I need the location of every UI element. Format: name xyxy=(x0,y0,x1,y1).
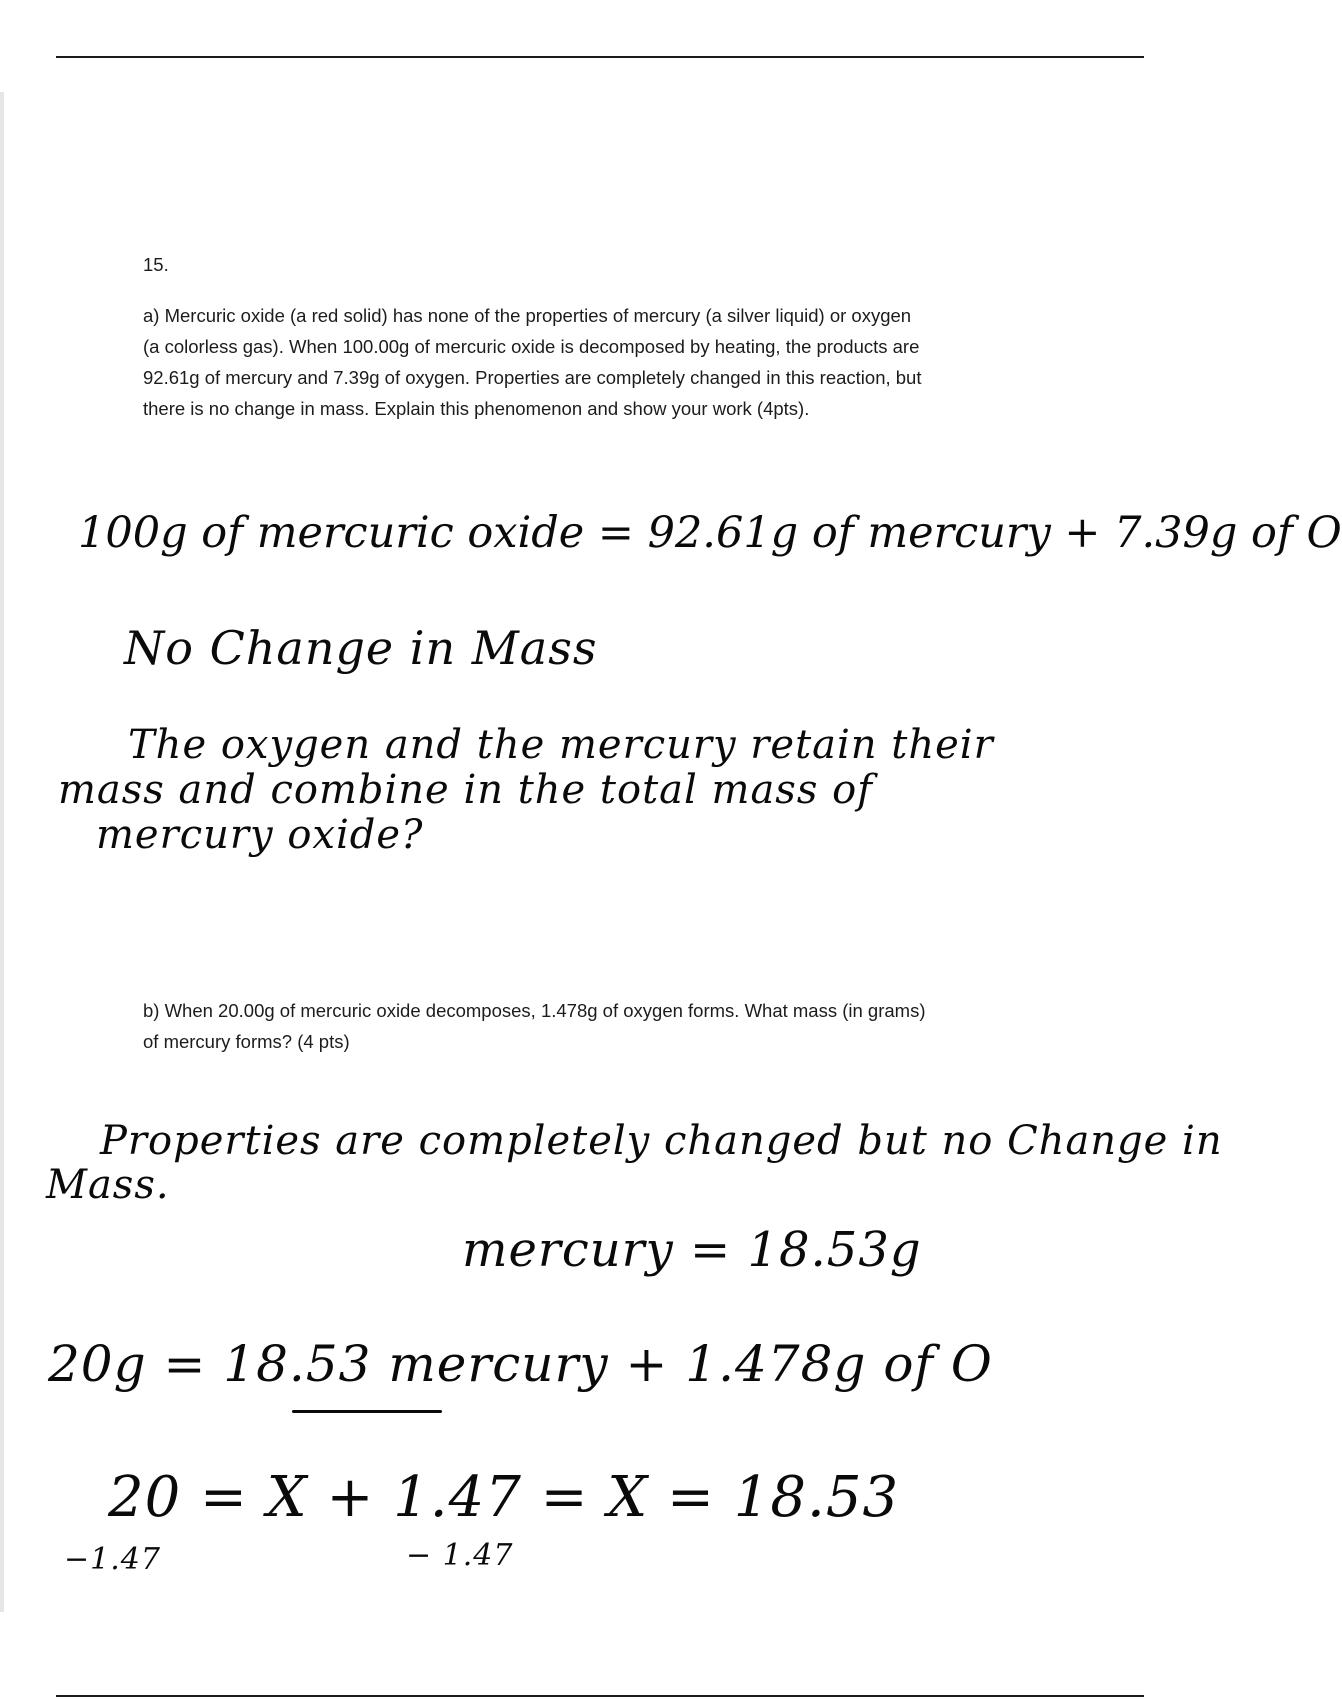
part-a-answer-equation: 100g of mercuric oxide = 92.61g of mercury + 7.39g of O xyxy=(78,508,1342,558)
page-top-rule xyxy=(56,56,1144,58)
part-b-answer-subtract-right: − 1.47 xyxy=(406,1538,514,1573)
part-b-answer-solve: 20 = X + 1.47 = X = 18.53 xyxy=(108,1465,900,1530)
question-number: 15. xyxy=(143,254,169,275)
part-b-answer-subtract-left: −1.47 xyxy=(64,1542,161,1577)
part-a-answer-no-change: No Change in Mass xyxy=(124,621,598,675)
part-a-prompt xyxy=(143,300,1063,424)
part-a-prompt-line: there is no change in mass. Explain this phenomenon and show your work (4pts). xyxy=(143,398,810,419)
part-b-prompt xyxy=(143,995,1063,1057)
part-a-answer-line: mass and combine in the total mass of xyxy=(58,767,873,813)
part-b-answer-line: Properties are completely changed but no Change in xyxy=(100,1118,1223,1164)
part-a-prompt-line: 92.61g of mercury and 7.39g of oxygen. Properties are completely changed in this reaction, but xyxy=(143,367,922,388)
page-left-edge xyxy=(0,92,4,1612)
part-b-prompt-line: of mercury forms? (4 pts) xyxy=(143,1031,350,1052)
part-b-answer-line: Mass. xyxy=(46,1162,170,1208)
part-b-prompt-line: b) When 20.00g of mercuric oxide decomposes, 1.478g of oxygen forms. What mass (in grams) xyxy=(143,1000,926,1021)
part-b-answer-mercury: mercury = 18.53g xyxy=(462,1222,922,1278)
underline-mark xyxy=(292,1410,442,1413)
part-a-prompt-line: a) Mercuric oxide (a red solid) has none of the properties of mercury (a silver liquid) or oxygen xyxy=(143,305,912,326)
part-a-answer-line: mercury oxide? xyxy=(96,812,424,858)
part-a-prompt-line: (a colorless gas). When 100.00g of mercuric oxide is decomposed by heating, the products are xyxy=(143,336,920,357)
page-bottom-rule xyxy=(56,1695,1144,1697)
part-a-answer-line: The oxygen and the mercury retain their xyxy=(128,722,994,768)
part-b-answer-equation: 20g = 18.53 mercury + 1.478g of O xyxy=(48,1335,993,1393)
